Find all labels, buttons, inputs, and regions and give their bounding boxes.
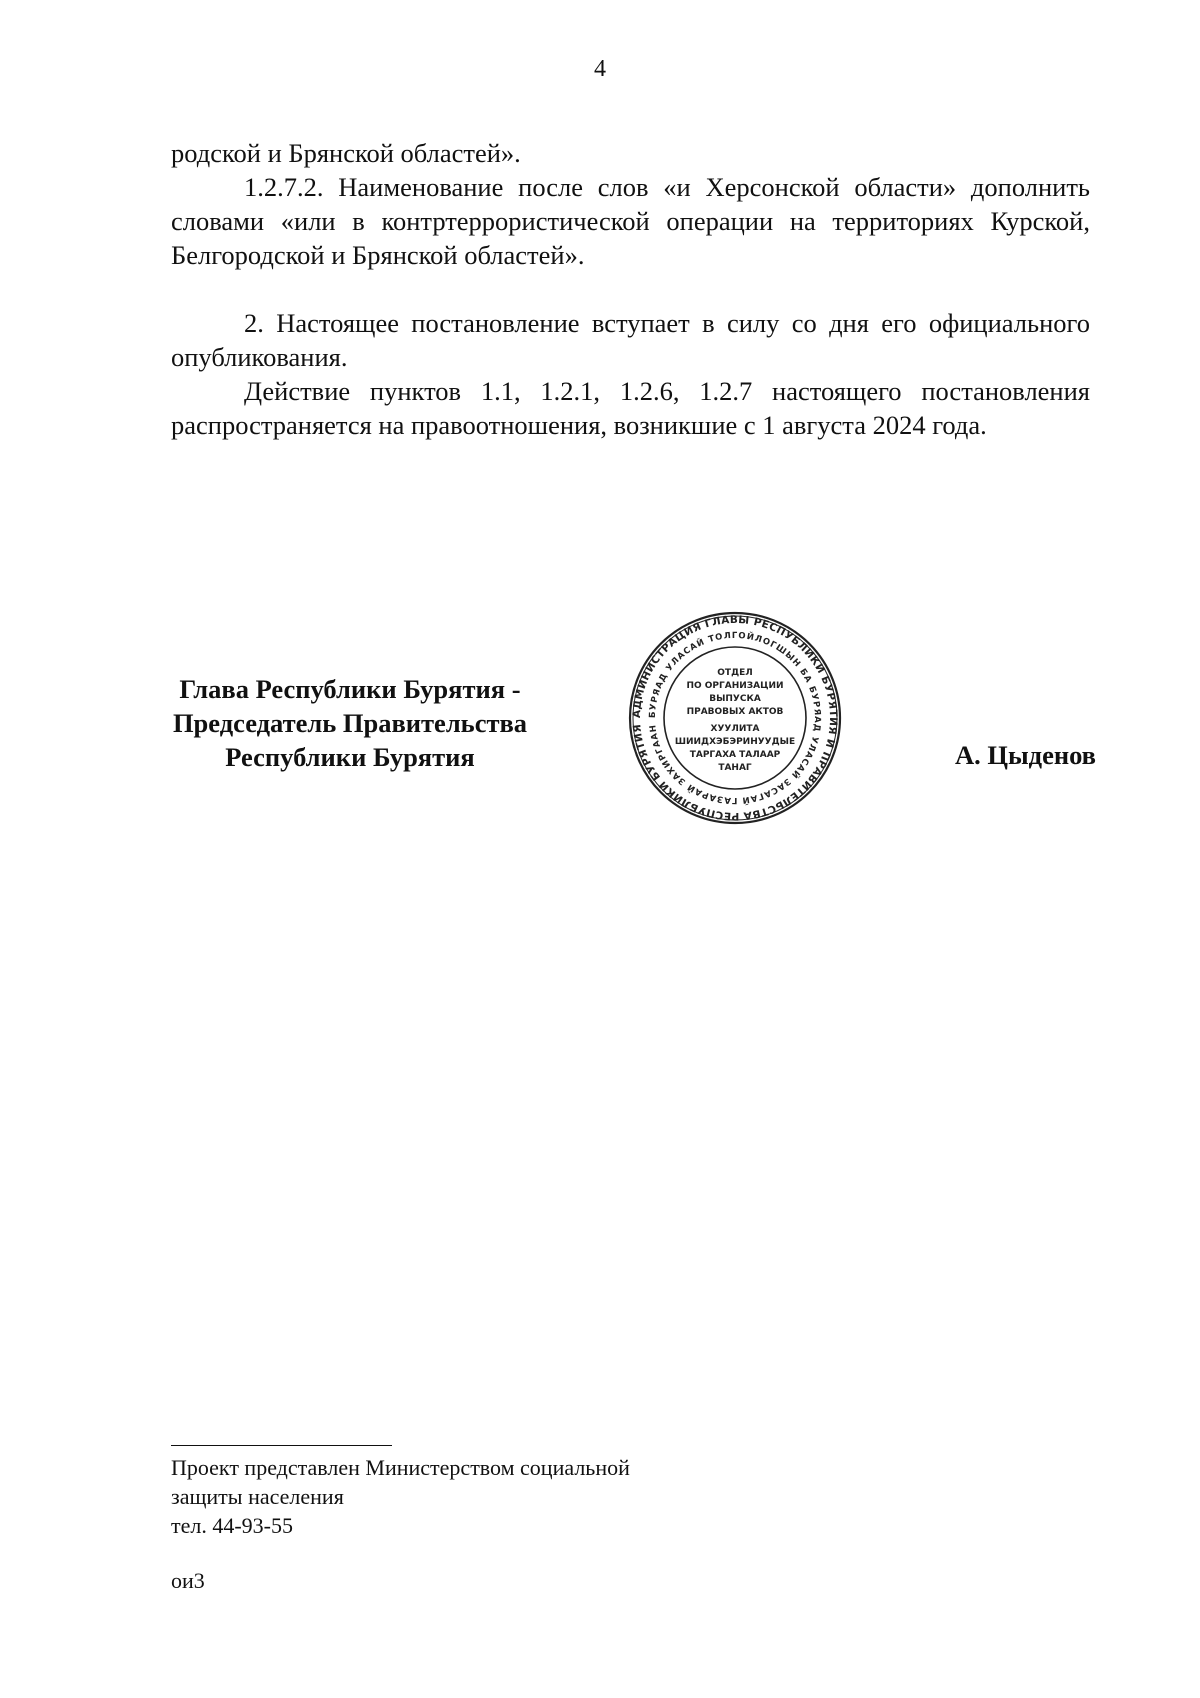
- svg-text:БУРЯАД УЛАСАЙ ТОЛГОЙЛОГШЫН БА: [648, 630, 822, 807]
- document-code: ои3: [171, 1568, 205, 1593]
- document-body: [171, 136, 1090, 442]
- signatory-position-line: Республики Бурятия: [225, 742, 475, 772]
- seal-center-line: ПО ОРГАНИЗАЦИИ: [686, 681, 784, 691]
- seal-center-line: ПРАВОВЫХ АКТОВ: [686, 707, 784, 717]
- footnote-line: защиты населения: [171, 1484, 344, 1509]
- official-seal: [620, 608, 850, 828]
- signatory-position: [150, 672, 550, 774]
- signatory-name: А. Цыденов: [954, 740, 1096, 770]
- seal-center-line: ХУУЛИТА: [710, 724, 760, 734]
- seal-center-line: ТАРГАХА ТАЛААР: [689, 750, 781, 760]
- footnote-line: Проект представлен Министерством социальной: [171, 1455, 630, 1480]
- signatory-position-line: Председатель Правительства: [172, 708, 528, 738]
- seal-center-line: ШИИДХЭБЭРИНУУДЫЕ: [674, 737, 796, 747]
- footnote: [171, 1453, 630, 1540]
- paragraph-applicability: Действие пунктов 1.1, 1.2.1, 1.2.6, 1.2.7 настоящего постановления распространяется на правоотношения, возникшие с 1 августа 2024 года.: [171, 376, 1090, 440]
- seal-center-line: ТАНАГ: [718, 763, 752, 773]
- seal-outer-text: АДМИНИСТРАЦИЯ ГЛАВЫ РЕСПУБЛИКИ БУРЯТИЯ И ПРАВИТЕЛЬСТВА РЕСПУБЛИКИ БУРЯТИЯ: [630, 613, 840, 823]
- page-number: 4: [594, 56, 606, 82]
- svg-text:АДМИНИСТРАЦИЯ ГЛАВЫ РЕСПУБЛИКИ: [631, 614, 839, 822]
- paragraph-2-effective: 2. Настоящее постановление вступает в силу со дня его официального опубликования.: [171, 308, 1090, 372]
- seal-center-line: ВЫПУСКА: [709, 694, 761, 704]
- paragraph-continuation: родской и Брянской областей».: [171, 138, 521, 168]
- seal-middle-text: БУРЯАД УЛАСАЙ ТОЛГОЙЛОГШЫН БА БУРЯАД УЛАСАЙ ЗАСАГАЙ ГАЗАРАЙ ЗАХИРГААН: [647, 630, 823, 806]
- footnote-separator: [171, 1445, 392, 1446]
- footnote-line: тел. 44-93-55: [171, 1513, 294, 1538]
- signatory-position-line: Глава Республики Бурятия -: [179, 674, 521, 704]
- paragraph-1-2-7-2: 1.2.7.2. Наименование после слов «и Херсонской области» дополнить словами «или в контртеррористической операции на территориях Курской, Белгородской и Брянской областей».: [171, 172, 1090, 270]
- seal-center-line: ОТДЕЛ: [717, 668, 753, 678]
